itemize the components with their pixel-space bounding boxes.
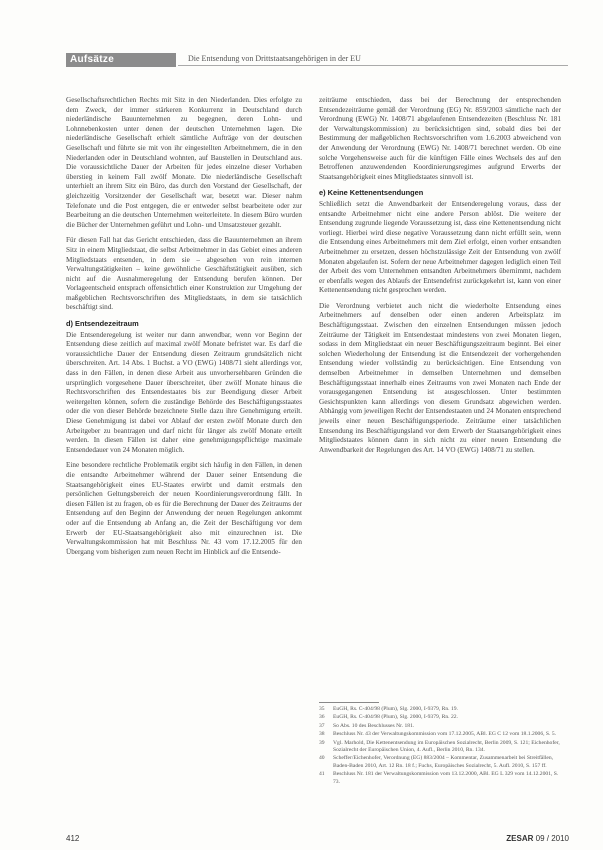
journal-name [506, 834, 569, 843]
footnote-number: 41 [319, 771, 325, 778]
section-tab: Aufsätze [66, 53, 176, 67]
footnote-rule [319, 702, 379, 703]
right-column [319, 96, 561, 461]
journal-issue: 09 / 2010 [535, 834, 569, 843]
paragraph: Eine besondere rechtliche Problematik ergibt sich häufig in den Fällen, in denen die entsandte Arbeitnehmer während der Dauer seiner Entsendung die Staatsangehörigkeit eines EU-Staates erwirbt und damit erstmals den persönlichen Geltungsbereich der neuen Koordinierungsverordnung fällt. In diesen Fällen ist zu fragen, ob es für die Berechnung der Dauer des Zeitraums der Entsendung auf den Beginn der Anwendung der neuen Regelungen ankommt oder auf die Entsendung ab Anfang an, die Zeit der Beschäftigung vor dem Erwerb der EU-Staatsangehörigkeit also mit einzurechnen ist. Die Verwaltungskommission hat mit Beschluss Nr. 43 vom 17.12.2005 für den Übergang vom bisherigen zum neuen Recht im Hinblick auf die Entsende- [66, 461, 302, 556]
footnote [319, 706, 561, 713]
left-column [66, 96, 302, 563]
paragraph: Die Verordnung verbietet auch nicht die wiederholte Entsendung eines Arbeitnehmers auf denselben oder einen anderen Arbeitsplatz im Beschäftigungsstaat. Zwischen den einzelnen Entsendungen müssen jedoch Zeiträume der Tätigkeit im Entsendestaat mindestens von zwei Monaten liegen, sodass in dem Mitgliedstaat ein neuer Beschäftigungszeitraum beginnt. Bei einer solchen Wiederholung der Entsendung ist die Entsendezeit der vorhergehenden Entsendung wieder vollständig zu berücksichtigen. Eine Entsendung von demselben Arbeitnehmer in demselben Unternehmen und demselben Beschäftigungsstaat innerhalb eines Zeitraums von zwei Monaten nach Ende der vorausgegangenen Entsendung ist ausgeschlossen. Unter bestimmten Gesichtspunkten kann allerdings von diesem Grundsatz abgewichen werden. Abhängig vom jeweiligen Recht der Entsendestaaten und 24 Monaten entsprechend jeweils einer neuen Beschäftigungsperiode. Zeiträume einer tatsächlichen Entsendung ins Beschäftigungsland vor dem Erwerb der Staatsangehörigkeit eines Mitgliedstaates können dann in sich nicht zu einer neuen Entsendung die Anwendbarkeit der Regelungen des Art. 14 VO (EWG) 1408/71 zu stellen. [319, 301, 561, 454]
footnote-text: Vgl. Marhold, Die Kettenentsendung im Europäischen Sozialrecht, Berlin 2009, S. 121; Eichenhofer, Sozialrecht der Europäischen Union, 4. Aufl., Berlin 2010, Rn. 134. [333, 739, 560, 754]
footnote [319, 714, 561, 721]
running-header [66, 53, 569, 67]
footnote-text: So Abs. 10 des Beschlusses Nr. 181. [333, 722, 415, 729]
footnote-number: 35 [319, 706, 325, 712]
paragraph: Gesellschaftsrechtlichen Rechts mit Sitz in den Niederlanden. Dies erfolgte zu dem Zweck, der immer stärkeren Konkurrenz in Deutschland durch niederländische Bauunternehmen zu begegnen, deren Lohn- und Lohnnebenkosten unter denen der deutschen Unternehmen lagen. Die niederländische Gesellschaft erhielt sämtliche Aufträge von der deutschen Gesellschaft und führte sie mit von ihr eingestellten Arbeitnehmern, die in den Niederlanden oder in Deutschland wohnten, auf Baustellen in Deutschland aus. Die voraussichtliche Dauer der Arbeiten für jedes einzelne dieser Vorhaben überstieg in keinem Fall zwölf Monate. Die niederländische Gesellschaft unterhielt an ihrem Sitz ein Büro, das durch den Vorstand der Gesellschaft, der gleichzeitig Vorsitzender der Gesellschaft war, besetzt war. Dieser nahm Telefonate und die Post entgegen, die er entweder selbst bearbeitete oder zur Bearbeitung an die deutschen Unternehmen weiterleitete. In diesem Büro wurden die Bücher der Unternehmen geführt und Lohn- und Umsatzsteuer gezahlt. [66, 96, 302, 229]
page-number: 412 [66, 834, 80, 843]
footnote-text: Beschluss Nr. 181 der Verwaltungskommission vom 13.12.2000, ABl. EG L 329 vom 14.12.2001, S. 73. [333, 771, 559, 785]
footnote-text: Scheffer/Eichenhofer, Verordnung (EG) 883/2004 – Kommentar, Zusammenarbeit bei Streitfällen, Baden-Baden 2010, Art. 12 Rn. 18 f.; Fuchs, Europäisches Sozialrecht, 5. Aufl. 2010, S. 157 ff. [333, 755, 554, 769]
footnote-text: EuGH, Rs. C-404/98 (Plum), Slg. 2000, I-9379, Rn. 22. [333, 714, 458, 721]
footnote-number: 36 [319, 714, 325, 721]
footnote [319, 771, 561, 786]
section-heading: d) Entsendezeitraum [66, 319, 139, 329]
footnote-text: Beschluss Nr. 43 der Verwaltungskommission vom 17.12.2005, ABl. EG C 12 vom 18.1.2006, S. 5. [333, 731, 557, 738]
footnote-number: 39 [319, 739, 325, 746]
section-heading: e) Keine Kettenentsendungen [319, 188, 424, 198]
journal-title: ZESAR [506, 834, 534, 843]
footnote [319, 755, 561, 770]
footnote [319, 740, 561, 755]
footnotes [319, 702, 561, 787]
footnote-number: 38 [319, 731, 325, 738]
footnote-number: 40 [319, 755, 325, 762]
running-title: Die Entsendung von Drittstaatsangehörigen in der EU [188, 54, 361, 63]
footnote [319, 731, 561, 738]
paragraph: Schließlich setzt die Anwendbarkeit der Entsenderegelung voraus, dass der entsandte Arbeitnehmer nicht eine andere Person ablöst. Die weitere der Entsendung zugrunde liegende Voraussetzung ist, dass eine Kettenentsendung nicht vorliegt. Hierbei wird diese negative Voraussetzung dann nicht erfüllt sein, wenn die Entsendung eines Arbeitnehmers mit dem Ziel erfolgt, einen vorher entsandten Arbeitnehmer zu ersetzen, dessen höchstzulässige Zeit der Entsendung von zwölf Monaten abgelaufen ist. Sofern der neue Arbeitnehmer dagegen lediglich einen Teil der Arbeit des vom Unternehmen entsandten Arbeitnehmers übernimmt, nachdem er ebenfalls wegen des Ablaufs der Entsendefrist zurückgekehrt ist, kann von einer Kettenentsendung nicht gesprochen werden. [319, 199, 561, 295]
paragraph: Die Entsenderegelung ist weiter nur dann anwendbar, wenn vor Beginn der Entsendung diese zeitlich auf maximal zwölf Monate befristet war. Es darf die voraussichtliche Dauer der Entsendung diesen Zeitraum grundsätzlich nicht überschreiten. Art. 14 Abs. 1 Buchst. a VO (EWG) 1408/71 sieht allerdings vor, dass in den Fällen, in denen diese Arbeit aus unvorhersehbaren Gründen die ursprünglich vorgesehene Dauer überschreitet, über zwölf Monate hinaus die Rechtsvorschriften des Entsendestaates bis zur Beendigung dieser Arbeit weitergelten können, sofern die zuständige Behörde des Beschäftigungsstaates oder die von dieser Behörde bezeichnete Stelle dazu ihre Genehmigung erteilt. Diese Genehmigung ist dabei vor Ablauf der ersten zwölf Monate durch den Arbeitgeber zu beantragen und darf nicht für länger als zwölf Monate erteilt werden. In diesen Fällen ist daher eine genehmigungspflichtige maximale Entsendedauer von 24 Monaten möglich. [66, 330, 302, 454]
footnote [319, 723, 561, 730]
header-rule [178, 65, 568, 66]
page-footer [66, 834, 569, 846]
paragraph: zeiträume entschieden, dass bei der Berechnung der entsprechenden Entsendezeiträume gemäß der Verordnung (EG) Nr. 859/2003 sämtliche nach der Verordnung (EWG) Nr. 1408/71 abgelaufenen Entsendezeiten (Beschluss Nr. 181 der Verwaltungskommission) zu berücksichtigen sind, sobald dies bei der Bestimmung der maßgeblichen Rechtsvorschriften vom 1.6.2003 abweichend von der Anwendung der Verordnung (EWG) Nr. 1408/71 berechnet werden. Ob eine solche Vorgehensweise auch für die künftigen Fälle eines Wechsels des auf den Betroffenen anzuwendenden Koordinierungsregimes aufgrund Erwerbs der Staatsangehörigkeit eines Mitgliedstaates sinnvoll ist. [319, 96, 561, 181]
footnote-text: EuGH, Rs. C-404/98 (Plum), Slg. 2000, I-9379, Rn. 19. [333, 706, 458, 712]
paragraph: Für diesen Fall hat das Gericht entschieden, dass die Bauunternehmen an ihrem Sitz in einem Mitgliedstaat, die selbst Arbeitnehmer in das Gebiet eines anderen Mitgliedstaats entsenden, in dem sie – abgesehen von rein internen Verwaltungstätigkeiten – keine gewöhnliche Geschäftstätigkeit ausüben, sich nicht auf die Ausnahmeregelung der Entsendung berufen können. Der Vorlageentscheid entsprach offensichtlich einer Konstruktion zur Umgehung der maßgeblichen Rechtsvorschriften des Mitgliedstaats, in dem sie tatsächlich beschäftigt sind. [66, 236, 302, 312]
footnote-number: 37 [319, 722, 325, 729]
